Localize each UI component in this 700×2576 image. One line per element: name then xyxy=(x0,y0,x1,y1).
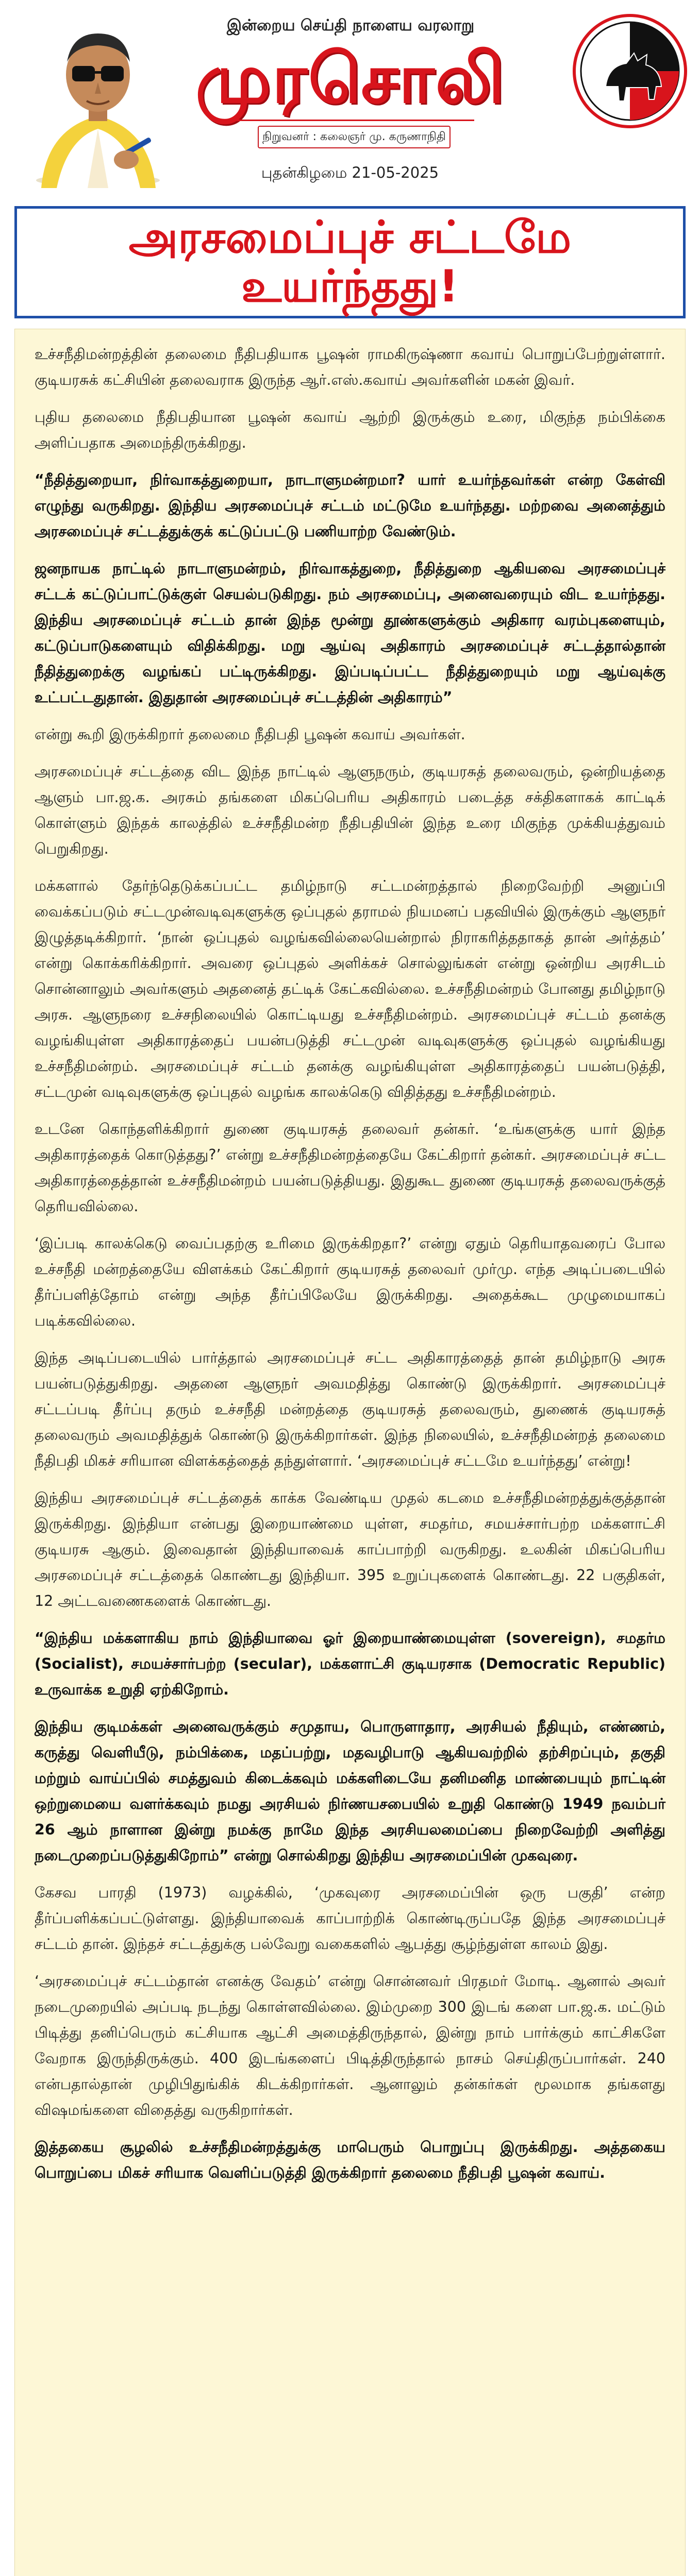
article-paragraph: உடனே கொந்தளிக்கிறார் துணை குடியரசுத் தலைவர் தன்கர். ‘உங்களுக்கு யார் இந்த அதிகாரத்தைக் கொடுத்தது?’ என்று உச்சநீதிமன்றத்தையே கேட்கிறார் தன்கர். அரசமைப்புச் சட்ட அதிகாரத்தைத்தான் உச்சநீதிமன்றம் பயன்படுத்தியது. இதுகூட துணை குடியரசுத் தலைவருக்குத் தெரியவில்லை. xyxy=(35,1121,665,1215)
article-paragraph: ‘இப்படி காலக்கெடு வைப்பதற்கு உரிமை இருக்கிறதா?’ என்று ஏதும் தெரியாதவரைப் போல உச்சநீதி மன்றத்தையே விளக்கம் கேட்கிறார் குடியரசுத் தலைவர் முர்மு. எந்த அடிப்படையில் தீர்ப்பளித்தோம் என்று அந்த தீர்ப்பிலேயே இருக்கிறது. அதைக்கூட முழுமையாகப் படிக்கவில்லை. xyxy=(35,1235,665,1329)
article-paragraph: கேசவ பாரதி (1973) வழக்கில், ‘முகவுரை அரசமைப்பின் ஒரு பகுதி’ என்ற தீர்ப்பளிக்கப்பட்டுள்ளது. இந்தியாவைக் காப்பாற்றிக் கொண்டிருப்பதே இந்த அரசமைப்புச் சட்டம் தான். இந்தச் சட்டத்துக்கு பல்வேறு வகைகளில் ஆபத்து சூழ்ந்துள்ள காலம் இது. xyxy=(35,1884,665,1953)
article-quote-paragraph: “இந்திய மக்களாகிய நாம் இந்தியாவை ஓர் இறையாண்மையுள்ள (sovereign), சமதர்ம (Socialist), சமயச்சார்பற்ற (secular), மக்களாட்சி குடியரசாக (Democratic Republic) உருவாக்க உறுதி ஏற்கிறோம். xyxy=(35,1630,665,1698)
founder-line: நிறுவனர் : கலைஞர் மு. கருணாநிதி xyxy=(258,126,451,148)
article-paragraph: அரசமைப்புச் சட்டத்தை விட இந்த நாட்டில் ஆளுநரும், குடியரசுத் தலைவரும், ஒன்றியத்தை ஆளும் பா.ஜ.க. அரசும் தங்களை மிகப்பெரிய அதிகாரம் படைத்த சக்திகளாகக் காட்டிக் கொள்ளும் இந்தக் காலத்தில் உச்சநீதிமன்ற நீதிபதியின் இந்த உரை மிகுந்த முக்கியத்துவம் பெறுகிறது. xyxy=(35,763,665,857)
article-paragraph: இந்திய அரசமைப்புச் சட்டத்தைக் காக்க வேண்டிய முதல் கடமை உச்சநீதிமன்றத்துக்குத்தான் இருக்கிறது. இந்தியா என்பது இறையாண்மை யுள்ள, சமதர்ம, சமயச்சார்பற்ற மக்களாட்சி குடியரசு ஆகும். இவைதான் இந்தியாவைக் காப்பாற்றி வருகிறது. உலகின் மிகப்பெரிய அரசமைப்புச் சட்டத்தைக் கொண்டது இந்தியா. 395 உறுப்புகளைக் கொண்டது. 22 பகுதிகள், 12 அட்டவணைகளைக் கொண்டது. xyxy=(35,1489,665,1609)
editorial-headline: அரசமைப்புச் சட்டமே உயர்ந்தது! xyxy=(128,212,572,312)
article-closing-paragraph: இத்தகைய சூழலில் உச்சநீதிமன்றத்துக்கு மாபெரும் பொறுப்பு இருக்கிறது. அத்தகைய பொறுப்பை மிகச் சரியாக வெளிப்படுத்தி இருக்கிறார் தலைமை நீதிபதி பூஷன் கவாய். xyxy=(35,2139,665,2181)
article-quote-paragraph: ஜனநாயக நாட்டில் நாடாளுமன்றம், நிர்வாகத்துறை, நீதித்துறை ஆகியவை அரசமைப்புச் சட்டக் கட்டுப்பாட்டுக்குள் செயல்படுகிறது. நம் அரசமைப்பு, அனைவரையும் விட உயர்ந்தது. இந்திய அரசமைப்புச் சட்டம் தான் இந்த மூன்று தூண்களுக்கும் அதிகார வரம்புகளையும், கட்டுப்பாடுகளையும் விதிக்கிறது. மறு ஆய்வு அதிகாரம் அரசமைப்புச் சட்டத்தால்தான் நீதித்துறைக்கு வழங்கப் பட்டிருக்கிறது. இப்படிப்பட்ட நீதித்துறையும் மறு ஆய்வுக்கு உட்பட்டதுதான். இதுதான் அரசமைப்புச் சட்டத்தின் அதிகாரம்” xyxy=(35,560,665,706)
article-paragraph: இந்த அடிப்படையில் பார்த்தால் அரசமைப்புச் சட்ட அதிகாரத்தைத் தான் தமிழ்நாடு அரசு பயன்படுத்துகிறது. அதனை ஆளுநர் அவமதித்து கொண்டு இருக்கிறார். அரசமைப்புச் சட்டப்படி தீர்ப்பு தரும் உச்சநீதி மன்றத்தை குடியரசுத் தலைவரும், துணைக் குடியரசுத் தலைவரும் அவமதித்துக் கொண்டு இருக்கிறார்கள். இந்த நிலையில், உச்சநீதிமன்றத் தலைமை நீதிபதி மிகச் சரியான விளக்கத்தைத் தந்துள்ளார். ‘அரசமைப்புச் சட்டமே உயர்ந்தது’ என்று! xyxy=(35,1349,665,1469)
editorial-article xyxy=(14,329,686,2576)
article-paragraph: ‘அரசமைப்புச் சட்டம்தான் எனக்கு வேதம்’ என்று சொன்னவர் பிரதமர் மோடி. ஆனால் அவர் நடைமுறையில் அப்படி நடந்து கொள்ளவில்லை. இம்முறை 300 இடங் களை பா.ஜ.க. மட்டும் பிடித்து தனிப்பெரும் கட்சியாக ஆட்சி அமைத்திருந்தால், இன்று நாம் பார்க்கும் காட்சிகளே வேறாக இருந்திருக்கும். 400 இடங்களைப் பிடித்திருந்தால் நாசம் செய்திருப்பார்கள். 240 என்பதால்தான் முழிபிதுங்கிக் கிடக்கிறார்கள். ஆனாலும் தன்கர்கள் மூலமாக தங்களது விஷமங்களை விதைத்து வருகிறார்கள். xyxy=(35,1973,665,2119)
issue-date: புதன்கிழமை 21-05-2025 xyxy=(261,164,439,181)
masthead xyxy=(0,0,700,191)
logo-underline xyxy=(232,120,474,121)
newspaper-logo: முரசொலி xyxy=(195,39,506,118)
article-quote-paragraph: “நீதித்துறையா, நிர்வாகத்துறையா, நாடாளுமன்றமா? யார் உயர்ந்தவர்கள் என்ற கேள்வி எழுந்து வருகிறது. இந்திய அரசமைப்புச் சட்டம் மட்டுமே உயர்ந்தது. மற்றவை அனைத்தும் அரசமைப்புச் சட்டத்துக்குக் கட்டுப்பட்டு பணியாற்ற வேண்டும். xyxy=(35,471,665,540)
article-quote-paragraph: இந்திய குடிமக்கள் அனைவருக்கும் சமுதாய, பொருளாதார, அரசியல் நீதியும், எண்ணம், கருத்து வெளியீடு, நம்பிக்கை, மதப்பற்று, மதவழிபாடு ஆகியவற்றில் தற்சிறப்பும், தகுதி மற்றும் வாய்ப்பில் சமத்துவம் கிடைக்கவும் மக்களிடையே தனிமனித மாண்பையும் நாட்டின் ஒற்றுமையை வளர்க்கவும் நமது அரசியல் நிர்ணயசபையில் உறுதி கொண்டு 1949 நவம்பர் 26 ஆம் நாளான இன்று நமக்கு நாமே இந்த அரசியலமைப்பை நிறைவேற்றி அளித்து நடைமுறைப்படுத்துகிறோம்” என்று சொல்கிறது இந்திய அரசமைப்பின் முகவுரை. xyxy=(35,1718,665,1864)
article-paragraph: மக்களால் தேர்ந்தெடுக்கப்பட்ட தமிழ்நாடு சட்டமன்றத்தால் நிறைவேற்றி அனுப்பி வைக்கப்படும் சட்டமுன்வடிவுகளுக்கு ஒப்புதல் தராமல் நியமனப் பதவியில் இருக்கும் ஆளுநர் இழுத்தடிக்கிறார். ‘நான் ஒப்புதல் வழங்கவில்லையென்றால் நிராகரித்ததாகத் தான் அர்த்தம்’ என்று கொக்கரிக்கிறார். அவரை ஒப்புதல் அளிக்கச் சொல்லுங்கள் என்று ஒன்றிய அரசிடம் சொன்னாலும் அவர்களும் அதனைத் தட்டிக் கேட்கவில்லை. உச்சநீதிமன்றம் போனது தமிழ்நாடு அரசு. ஆளுநரை உச்சநிலையில் கொட்டியது உச்சநீதிமன்றம். அரசமைப்புச் சட்டம் தனக்கு வழங்கியுள்ள அதிகாரத்தைப் பயன்படுத்தி சட்டமுன் வடிவுகளுக்கு ஒப்புதல் வழங்கியது உச்சநீதிமன்றம். அரசமைப்புச் சட்டம் தனக்கு வழங்கியுள்ள அதிகாரத்தைப் பயன்படுத்தி, சட்டமுன் வடிவுகளுக்கு ஒப்புதல் வழங்க காலக்கெடு விதித்தது உச்சநீதிமன்றம். xyxy=(35,877,665,1100)
headline-frame xyxy=(14,206,686,318)
article-paragraph: உச்சநீதிமன்றத்தின் தலைமை நீதிபதியாக பூஷன் ராமகிருஷ்ணா கவாய் பொறுப்பேற்றுள்ளார். குடியரசுக் கட்சியின் தலைவராக இருந்த ஆர்.எஸ்.கவாய் அவர்களின் மகன் இவர். xyxy=(35,346,665,388)
party-emblem-icon xyxy=(570,9,691,138)
article-paragraph: என்று கூறி இருக்கிறார் தலைமை நீதிபதி பூஷன் கவாய் அவர்கள். xyxy=(35,726,465,743)
article-paragraph: புதிய தலைமை நீதிபதியான பூஷன் கவாய் ஆற்றி இருக்கும் உரை, மிகுந்த நம்பிக்கை அளிப்பதாக அமைந்திருக்கிறது. xyxy=(35,409,665,451)
masthead-tagline: இன்றைய செய்தி நாளைய வரலாறு xyxy=(226,16,475,35)
founder-portrait-illustration xyxy=(21,5,175,188)
